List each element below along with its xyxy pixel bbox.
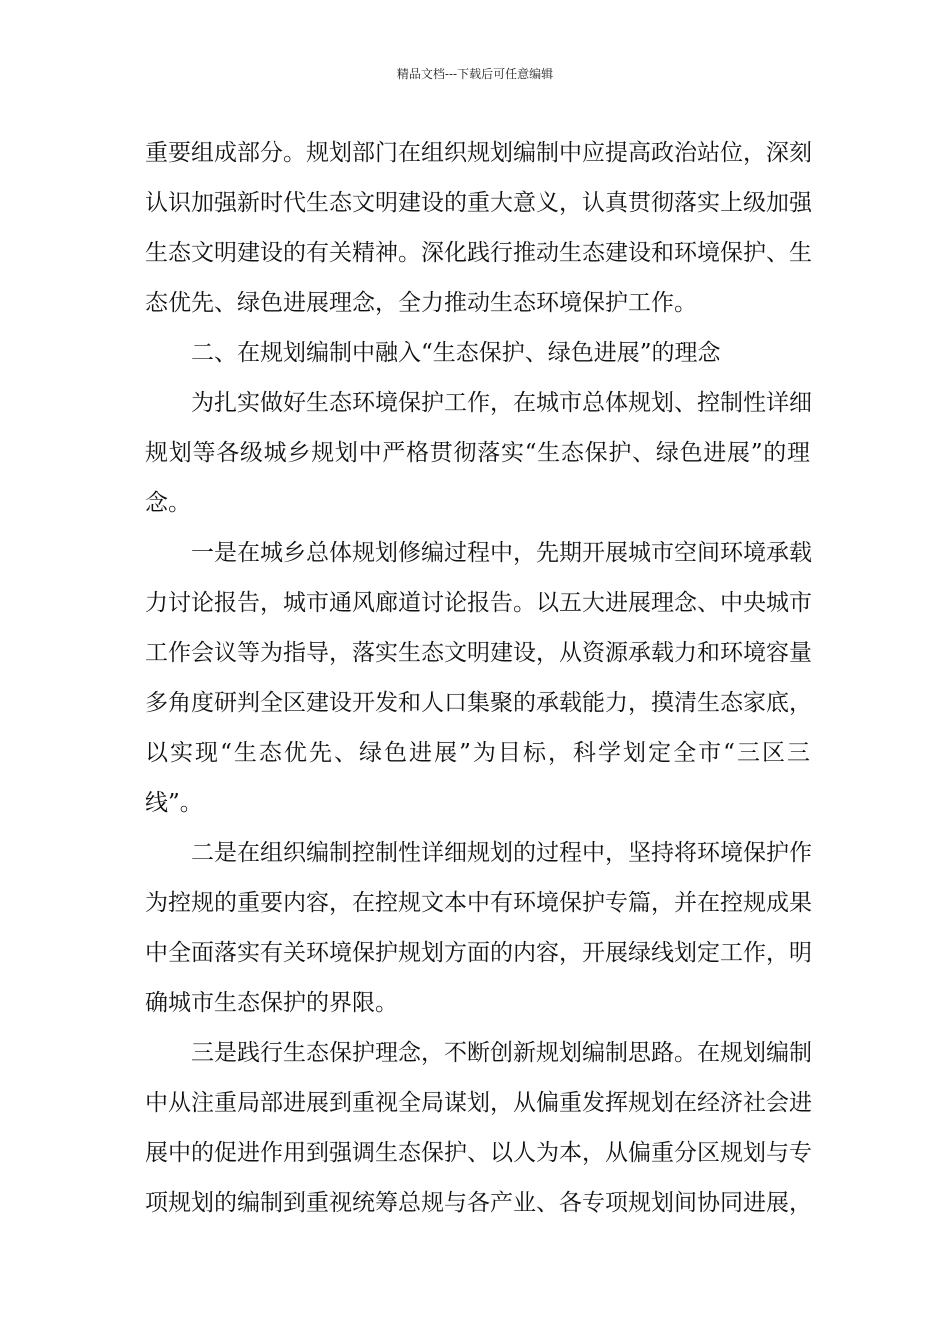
text-line: 态优先、绿色进展理念，全力推动生态环境保护工作。 — [145, 290, 697, 316]
text-line: 展中的促进作用到强调生态保护、以人为本，从偏重分区规划与专 — [145, 1140, 812, 1166]
text-line: 中全面落实有关环境保护规划方面的内容，开展绿线划定工作，明 — [145, 940, 812, 966]
text-line: 线”。 — [145, 790, 203, 816]
text-line: 二是在组织编制控制性详细规划的过程中，坚持将环境保护作 — [191, 840, 812, 866]
text-line: 力讨论报告，城市通风廊道讨论报告。以五大进展理念、中央城市 — [145, 590, 812, 616]
text-line: 重要组成部分。规划部门在组织规划编制中应提高政治站位，深刻 — [145, 140, 812, 166]
text-line: 确城市生态保护的界限。 — [145, 990, 398, 1016]
text-line: 工作会议等为指导，落实生态文明建设，从资源承载力和环境容量 — [145, 640, 812, 666]
text-line: 三是践行生态保护理念，不断创新规划编制思路。在规划编制 — [191, 1040, 812, 1066]
text-line: 认识加强新时代生态文明建设的重大意义，认真贯彻落实上级加强 — [145, 190, 812, 216]
text-line: 中从注重局部进展到重视全局谋划，从偏重发挥规划在经济社会进 — [145, 1090, 812, 1116]
text-line: 以实现“生态优先、绿色进展”为目标，科学划定全市“三区三 — [145, 740, 810, 766]
body-text — [145, 128, 810, 1228]
text-line: 念。 — [145, 490, 191, 516]
text-line: 生态文明建设的有关精神。深化践行推动生态建设和环境保护、生 — [145, 240, 812, 266]
text-line: 为扎实做好生态环境保护工作，在城市总体规划、控制性详细 — [191, 390, 812, 416]
text-line: 多角度研判全区建设开发和人口集聚的承载能力，摸清生态家底， — [145, 690, 812, 716]
text-line: 规划等各级城乡规划中严格贯彻落实“生态保护、绿色进展”的理 — [145, 440, 810, 466]
text-line: 为控规的重要内容，在控规文本中有环境保护专篇，并在控规成果 — [145, 890, 812, 916]
section-heading: 二、在规划编制中融入“生态保护、绿色进展”的理念 — [191, 340, 721, 366]
page-header: 精品文档---下载后可任意编辑 — [396, 67, 554, 81]
text-line: 项规划的编制到重视统筹总规与各产业、各专项规划间协同进展， — [145, 1190, 812, 1216]
text-line: 一是在城乡总体规划修编过程中，先期开展城市空间环境承载 — [191, 540, 812, 566]
